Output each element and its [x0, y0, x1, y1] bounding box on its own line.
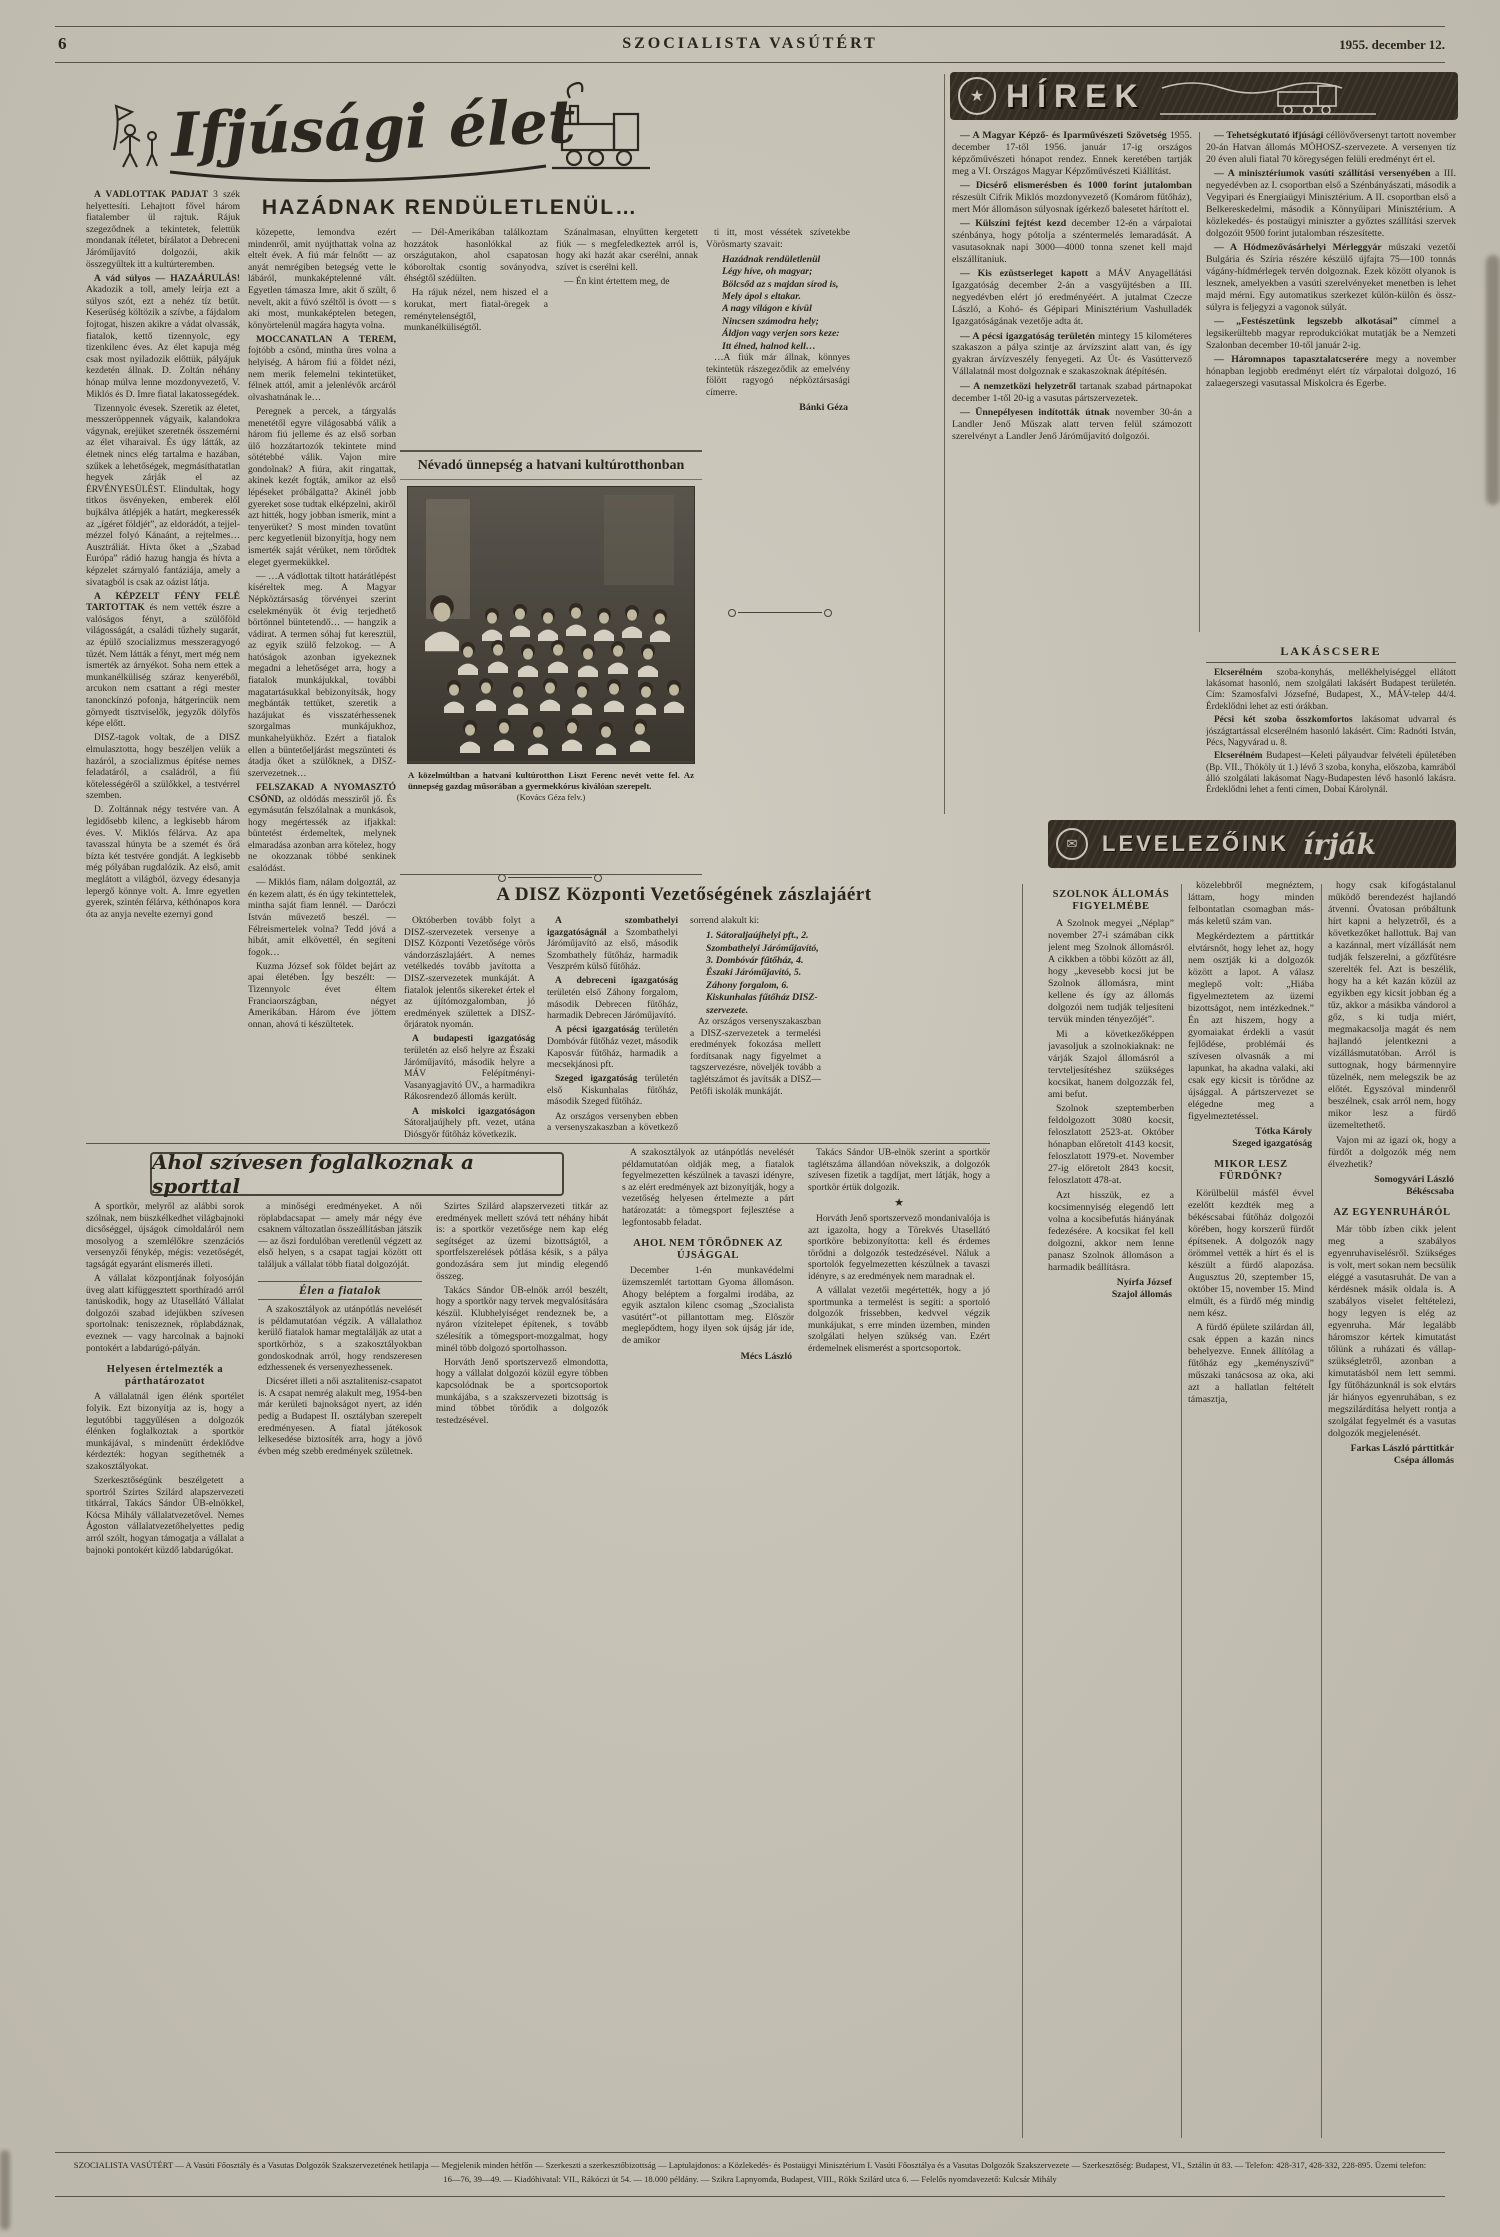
paragraph: — Külszíni fejtést kezd december 12-én a várpalotai szénbánya, hogy pótolja a széntermelés lemaradását. A vasutasoknak napi 3000—4000 tonna szenet kell majd elszállítaniuk. — [952, 218, 1192, 266]
quote-line: Légy híve, oh magyar; — [722, 266, 813, 278]
header-rule-top — [55, 26, 1445, 27]
signature-line: Somogyvári László — [1374, 1173, 1454, 1185]
paragraph: — A pécsi igazgatóság területén mintegy 15 kilométeres szakaszon a pálya szintje az árvízszint alatt van, és így gyakran árvízveszély fenyegeti. Az Út- és Vasúttervező Vállalatnál most dolgoznak e szakaszoknak átépítésén. — [952, 330, 1192, 378]
paragraph: — A Hódmezővásárhelyi Mérleggyár műszaki vezetői Bulgária és Szíria részére készülő újfajta 75—100 tonnás vágány-hídmérlegek tervén dolgoznak. Ezek között olyanok is lesznek, amelyekben a vasúti szerelvényeket menetben is lehet majd mérni. Egy automatikus szerkezet külön-külön és össz-súlyra is feljegyzi a vagonok súlyát. — [1206, 242, 1456, 313]
paragraph: A debreceni igazgatóság területén első Záhony forgalom, második Debrecen fűtőház, harmadik Debrecen Járóműjavító. — [547, 976, 678, 1022]
paragraph: A vállalat központjának folyosóján üveg alatt kifüggesztett sporthíradó arról tanúskodik, hogy az Utasellátó Vállalat dolgozói szabad idejükben szívesen sportolnak: teniszeznek, röplabdáznak, eveznek — vagy harcolnak a bajnoki pontokért a labdarúgó-pályán. — [86, 1274, 244, 1354]
paragraph: Körülbelül másfél évvel ezelőtt kezdték meg a békéscsabai fűtőház dolgozói körében, hogy korszerű fürdőt építsenek. A dolgozók nagy örömmel vették a hírt és el is készült a fürdő alapozása. Augusztus 20, szeptember 15, október 15, november 15. Mind elmúlt, és a fürdő még mindig nem kész. — [1188, 1187, 1314, 1319]
envelope-icon: ✉ — [1056, 828, 1088, 860]
quote-line: 1. Sátoraljaújhelyi pft., 2. Szombathelyi Járóműjavító, 3. Dombóvár fűtőház, 4. Északi Járóműjavító, 5. Záhony forgalom, 6. Kiskunhalas fűtőház DISZ-szervezete. — [706, 930, 819, 1016]
sub-headline: MIKOR LESZ FÜRDŐNK? — [1214, 1158, 1288, 1182]
paragraph: A szakosztályok az utánpótlás nevelését példamutatóan oldják meg, a fiatalok fegyelmezetten készülnek a tavaszi idényre, s az elért eredmények azt bizonyítják, hogy a vezetőség helyesen értelmezte a párt határozatát: a tömegsport fejlesztése a legfontosabb feladat. — [622, 1148, 794, 1228]
paragraph: — Tehetségkutató ifjúsági céllövőversenyt tartott november 20-án Hatvan állomás MÖHOSZ-szervezete. A versenyen tíz 20 éven aluli fiatal 70 köregységen felüli eredményt ért el. — [1206, 130, 1456, 165]
paragraph: — Ünnepélyesen indították útnak november 30-án a Landler Jenő Műszak alatt terven felül számozott szerelvényt a Landler Jenő Járóműjavító dolgozói. — [952, 406, 1192, 442]
paragraph: — A nemzetközi helyzetről tartanak szabad pártnapokat december 1-től 20-ig a vasutas pártszervezetek. — [952, 380, 1192, 404]
paragraph: Takács Sándor ÜB-elnök arról beszélt, hogy a sportkör nagy tervek megvalósítására készül. Klubhelyiséget rendeznek be, a nyáron vízitelepet építenek, s tovább szélesítik a tömegsport-mozgalmat, hogy minél több dolgozó sportolhasson. — [436, 1285, 608, 1354]
signature — [1048, 1277, 1172, 1301]
paragraph: Horváth Jenő sportszervező elmondotta, hogy a vállalat dolgozói közül egyre többen kapcsolódnak be a sportcsoportok munkájába, s a szakszervezeti bizottság is mind többet törődik a dolgozók testedzésével. — [436, 1357, 608, 1426]
sub-headline: SZOLNOK ÁLLOMÁS FIGYELMÉBE — [1052, 889, 1170, 912]
bold-lead: — A minisztériumok vasúti szállítási versenyében — [1214, 168, 1431, 180]
paragraph: — Kis ezüstserleget kapott a MÁV Anyagellátási Igazgatóság december 2-án a vasgyűjtésben a III. negyedévben elért jó eredményéért. A jutalmat Czecze László, a Kohó- és Gépipari Minisztérium Vashulladék Igazgatóságának vezetője adta át. — [952, 268, 1192, 328]
paragraph: Szánalmasan, elnyűtten kergetett fiúk — s megfeledkeztek arról is, hogy aki hazát akar cserélni, annak szívet is cserélni kell. — [556, 228, 698, 273]
header-rule-bottom — [55, 62, 1445, 63]
photo — [407, 486, 695, 764]
paragraph: közepette, lemondva ezért mindenről, amit nyújthattak volna az eltelt évek. A fiú már felnőtt — az anyát nemrégiben betegség vette le lábáról, munkaképtelenné vált. Egyetlen támasza Imre, akit ő szült, ő nevelt, akit a fúvó széltől is óvott — s aki most, munkaképtelen betegen, könyörtelenül magára hagyta volna. — [248, 228, 396, 331]
paragraph: — …A vádlottak tiltott határátlépést kíséreltek meg. A Magyar Népköztársaság törvényei szerint cselekményük öt évig terjedhető börtönnel büntetendő… — hangzik a vádirat. A termen sóhaj fut keresztül, az egyik szülő felzokog. — A hatóságok azonban igyekeznek megadni a lehetőséget arra, hogy a fiatalok munkájukkal, további magatartásukkal bebizonyítsák, hogy megbánták tettüket, szeretik a hazájukat és visszatérhessenek szorgalmas munkájukhoz, munkahelyükhöz. Ezért a fiatalok ellen a büntetőeljárást megszünteti és átadja őket a szülőknek, a DISZ-szervezetnek… — [248, 571, 396, 779]
quote-line: Itt élned, halnod kell… — [722, 340, 816, 352]
paragraph: — „Festészetünk legszebb alkotásai” címmel a legsikerültebb magyar reprodukciókat mutatják be a Nemzeti Szalonban december 10-től január 2-ig. — [1206, 316, 1456, 351]
sport-banner: Ahol szívesen foglalkoznak a sporttal — [150, 1152, 564, 1196]
disz-body — [404, 916, 964, 1142]
masthead-title: Ifjúsági élet — [170, 86, 577, 171]
levelezoink-subtitle: írják — [1303, 827, 1377, 861]
bold-lead: — Tehetségkutató ifjúsági — [1214, 130, 1324, 141]
signature — [706, 402, 848, 414]
bold-lead: FELSZAKAD A NYOMASZTÓ CSÖND, — [248, 782, 396, 805]
signature — [1188, 1126, 1312, 1150]
sport-col-4 — [622, 1148, 794, 2140]
paragraph: Pécsi két szoba összkomfortos lakásomat udvarral és jószágtartással elcserélném hasonló lakásért. Cím: Radnóti István, Pécs, Nagyvárad u. 8. — [1206, 715, 1456, 748]
sport-col-2 — [258, 1202, 422, 2140]
bold-lead: — „Festészetünk legszebb alkotásai” — [1214, 316, 1398, 328]
bold-lead: — A nemzetközi helyzetről — [960, 380, 1077, 392]
levelezoink-banner — [1048, 820, 1456, 868]
hirek-title: HÍREK — [1006, 77, 1146, 114]
paragraph: a minőségi eredményeket. A női röplabdacsapat — amely már négy éve csaknem változatlan összeállításban játszik — az őszi fordulóban veretlenül végzett az első helyen, s a csapat tagjai között ott találjuk a vállalat több fiatal dolgozóját. — [258, 1202, 422, 1270]
paragraph: — Miklós fiam, nálam dolgoztál, az én kezem alatt, és én úgy tekintettelek, mintha saját fiam lennél. — Daróczi István művezető beszél. — Félreismertelek volna? Tedd jóvá a hibát, amit elkövettél, én segíteni fogok… — [248, 878, 396, 958]
signature-line: Mécs László — [740, 1350, 792, 1362]
hirek-col-1 — [952, 130, 1192, 818]
page-number: 6 — [58, 34, 67, 53]
paragraph: A vád súlyos — HAZAÁRULÁS! Akadozik a toll, amely leírja ezt a súlyos szót, ezt a nehéz tíz betűt. Keserűség költözik a szívbe, a fájdalom fojtogat, hiszen akikre a vádat olvassák, fiatalok, kettő tizennyolc, egy tizenkilenc éves. Az élet kapuja még csak most nyiladozik előttük, pályájuk kezdetén állnak. D. Zoltán néhány hónap múlva lenne mozdonyvezető, V. Miklós és D. Imre fiatal lakatossegédek. — [86, 273, 240, 400]
paragraph: A budapesti igazgatóság területén az első helyre az Északi Járóműjavító, második helyre a MÁV Felépítményi-Vasanyagjavító ÜV., a harmadikra Rákosrendező állomás került. — [404, 1034, 535, 1103]
bold-lead: A VÁDLOTTAK PADJÁT — [94, 190, 208, 200]
letters-col-2 — [1188, 880, 1314, 2138]
paragraph: — Dél-Amerikában találkoztam hozzátok hasonlókkal az országutakon, ahol csapatosan kóboroltak csontig soványodva, éhségtől szédülten. — [404, 228, 548, 285]
paragraph: Tizennyolc évesek. Szeretik az életet, messzeröppennek vágyaik, kalandokra vágynak, erejüket szeretnék összemérni az élet viharaival. És úgy látták, az életnek nincs elég tartalma e hazában, szűkek a lehetőségek, megmásíthatatlan hegyek zárják el az ÉRVÉNYESÜLÉST. Elindultak, hogy titkos ösvényeken, emberek elől bujkálva átlépjék a határt, megkeressék az „ígéret földjét”, az eldorádót, a tejjel-mézzel folyó Kánaánt, a rejtelmes… Ausztráliát. Hívta őket a „Szabad Európa” rádió hazug hangja és hívta a képzelet szárnyaló fantáziája, amely a sivatagból is csak az oázist látja. — [86, 403, 240, 588]
paragraph: A pécsi igazgatóság területén Dombóvár fűtőház vezet, második Kaposvár fűtőház, harmadik a mecsekjánosi pft. — [547, 1025, 678, 1071]
signature-line: Tótka Károly — [1255, 1125, 1312, 1137]
sport-col-3 — [436, 1202, 608, 2140]
paragraph: A fürdő épülete szilárdan áll, csak éppen a kazán nincs behelyezve. Ennek állítólag a fűtőház egy „keményszívű” műszaki tanácsosa az oka, aki azt a hallatlan feltételt támasztja, — [1188, 1322, 1314, 1405]
bold-lead: — Háromnapos tapasztalatcserére — [1214, 354, 1369, 366]
paragraph: Azt hisszük, ez a kocsimennyiség elegendő lett volna a kocsibefutás hiányának fedezésére. A kocsikat fel kell dolgozni, akkor nem lenne panasz Szolnok állomáson a harmadik beállításra. — [1048, 1189, 1174, 1273]
feature-col-5 — [706, 228, 850, 608]
bold-lead: A miskolci igazgatóságon — [412, 1106, 535, 1117]
paragraph: DISZ-tagok voltak, de a DISZ elmulasztotta, hogy beszéljen velük a hazáról, a szocializmus építése nemes feladatáról, a családról, a fiú kötelességéről a szülőkkel, a testvérrel szemben. — [86, 733, 240, 802]
paragraph: — Háromnapos tapasztalatcserére megy a november hónapban legjobb eredményt elért tíz várpalotai dolgozó, 16 zalaegerszegi vasutassal Miskolcra és Egerbe. — [1206, 354, 1456, 390]
scan-smudge — [0, 2150, 10, 2230]
bold-lead: — Dicsérő elismerésben és 1000 forint jutalomban — [960, 180, 1192, 192]
paragraph: Elcserélném szoba-konyhás, mellékhelyiséggel ellátott lakásomat hasonló, nem szolgálati lakásért Budapest területén. Cím: Szamosfalvi Józsefné, Budapest, X., MÁV-telep 44/4. Érdeklődni lehet az esti órákban. — [1206, 668, 1456, 712]
paragraph: Mi a következőképpen javasoljuk a szolnokiaknak: ne várják Szajol állomásról a tervteljesítéshez szükséges kocsikat, hanem dolgozzák fel, ami befut. — [1048, 1028, 1174, 1100]
signature-line: Csépa állomás — [1393, 1454, 1454, 1466]
paragraph: Kuzma József sok földet bejárt az apai életében. Így beszélt: — Tizennyolc évet éltem Franciaországban, négyet Amerikában. Három éve jöttem onnan, ahová ti készültetek. — [248, 961, 396, 1030]
paragraph: A Szolnok megyei „Néplap” november 27-i számában cikk jelent meg Szolnok állomásról. A cikkben a többi között az áll, hogy „kevesebb kocsi jut be Szolnok állomásra, mint kellene és így az állomás dolgozói nem tudják teljesíteni tervük minden tényezőjét”. — [1048, 918, 1174, 1025]
sport-section-rule — [86, 1143, 990, 1144]
photo-caption: A közelmúltban a hatvani kultúrotthon Liszt Ferenc nevét vette fel. Az ünnepség gazdag műsorában a gyermekkórus kiválóan szerepelt. — [408, 770, 694, 791]
quote-line: Áldjon vagy verjen sors keze: — [722, 328, 840, 340]
masthead-art — [100, 72, 652, 192]
paragraph: Októberben tovább folyt a DISZ-szervezetek versenye a DISZ Központi Vezetősége vörös vándorzászlajáért. A nemes vetélkedés tovább javította a DISZ-szervezetek munkáját. A fiatalok jelentős sikereket értek el az újítómozgalomban, jó eredmények születtek a DISZ-őrjáratok nyomán. — [404, 916, 535, 1031]
lakascsere-items — [1206, 668, 1456, 816]
section-divider — [508, 877, 592, 878]
paragraph: Megkérdeztem a párttitkár elvtársnőt, hogy lehet az, hogy nem osztják ki a dolgozók között a lapot. A válasz meglepő volt: „Hiába figyelmeztetem az üzemi bizottságot, nem intézkednek.” Én azt hiszem, hogy a gyomaiakat érdekli a vasút fejlődése, problémái és szívesen olvasnák a mi lapunkat, ha akadna valaki, aki csak egy kicsit is törődne az újsággal. A pártszervezet se elégedne meg a figyelmeztetéssel. — [1188, 930, 1314, 1122]
signature-line: Szajol állomás — [1111, 1288, 1172, 1300]
paragraph: Horváth Jenő sportszervező mondanivalója is azt igazolta, hogy a Törekvés Utasellátó sportköre bebizonyította: kell és érdemes törődni a dolgozók testedzésével. Náluk a sportolók fegyelmezetten készülnek a tavaszi idényre, s az eredmények nem maradnak el. — [808, 1213, 990, 1282]
issue-date: 1955. december 12. — [1339, 37, 1445, 52]
footer-rule-bottom — [55, 2196, 1445, 2197]
hirek-train-doodle — [1158, 74, 1378, 118]
footer-line-2: 16—76, 39—49. — Kiadóhivatal: VII., Rákóczi út 54. — 18.000 példány. — Szikra Lapnyomda, Budapest, VIII., Rökk Szilárd utca 6. — Felelős nyomdavezető: Kulcsár Mihály — [443, 2174, 1057, 2184]
letters-col-3 — [1328, 880, 1456, 2138]
paragraph: A sportkör, melyről az alábbi sorok szólnak, nem büszkélkedhet világbajnoki dicsőséggel, újságok címoldaláról nem mosolyog a szemlélőkre szenzációs versenyzői fénykép, mégis: vezetőségét, tagságát egyaránt elismerés illeti. — [86, 1202, 244, 1270]
bold-lead: — A Hódmezővásárhelyi Mérleggyár — [1214, 242, 1382, 254]
paragraph: Szolnok szeptemberben feldolgozott 3080 kocsit, feloszlatott 2523-at. Október hónapban előretolt 4143 kocsit, feloszlatott 1979-et. November 27-ig előretolt 2843 kocsit, feloszlatott 478-at. — [1048, 1103, 1174, 1186]
feature-col-4 — [556, 228, 698, 440]
bold-lead: A pécsi igazgatóság — [555, 1025, 640, 1036]
feature-headline: HAZÁDNAK RENDÜLETLENÜL… — [261, 196, 639, 219]
sport-col-1 — [86, 1202, 244, 2140]
quote-line: Hazádnak rendületlenül — [722, 253, 821, 265]
paragraph: A KÉPZELT FÉNY FELÉ TARTOTTAK és nem vették észre a valóságos fényt, a szülőföld világosságát, a családi tűzhely sugarát, az épülő szocializmus messzeragyogó tüzét. Nem látták a fényt, mert még nem ismerték az árnyékot. Soha nem ettek a munkanélküliség száraz kenyeréből, arcukon nem csattant a régi mester tanonckínzó pofonja, hátgerincük nem görnyedt tisztviselők, jegyzők dölyfös képe előtt. — [86, 591, 240, 730]
bold-lead: — Külszíni fejtést kezd — [960, 218, 1067, 230]
paragraph: hogy csak kifogástalanul működő berendezést hajlandó átvenni. Óvatosan próbáltunk hírt kapni a helyzetről, és a következőket hallottuk. Baj van a kazánnal, mert vízállását nem tudják felszerelni, a gőzfűtésre szerelték fel. Azt is beszélik, hogy ha a két kazán közül az egyikben egy kicsit jobban ég a tűz, akkor a másikba vándorol a gőz, s ki tudja miért, megmakacsolja magát és nem hajlandó jelentkezni a vízállásmutatóban. Arról is suttognak, hogy bármennyire tüzelnék, nem melegszik be az előtét. Egyszóval mindenről beszélnek, csak arról nem, hogy mikor lesz a fürdő üzemeltethető. — [1328, 880, 1456, 1131]
paragraph: közelebbről megnéztem, láttam, hogy minden felbontatlan csomagban más-más keletű szám van. — [1188, 880, 1314, 927]
lakascsere-title: LAKÁSCSERE — [1206, 644, 1456, 663]
bold-lead: — Kis ezüstserleget kapott — [960, 268, 1089, 280]
paragraph: FELSZAKAD A NYOMASZTÓ CSÖND, az oldódás messziről jő. És egymásután felszólalnak a munkások, hogy megértessék az ifjakkal: büntetést érdemeltek, melynek elmaradása azonban arra kötelez, hogy ne okozzanak többé senkinek csalódást. — [248, 782, 396, 875]
paragraph: Az országos versenyszakaszban a DISZ-szervezetek a termelési eredmények fokozása mellett fordítsanak nagy figyelmet a tagszervezésre, növeljék tovább a taglétszámot és javítsák a DISZ—Petőfi iskolák munkáját. — [690, 1016, 821, 1097]
column-rule — [1022, 884, 1023, 2138]
masthead — [100, 72, 652, 192]
signature — [1328, 1443, 1454, 1467]
paragraph: Már több ízben cikk jelent meg a szabályos egyenruhaviselésről. Szükséges is volt, mert sokan nem becsülik eléggé a vasutasruhát. De van a kérdésnek másik oldala is. A szabályos viselet feltételezi, hogy legyen is elég az egyenruha. Már legalább háromszor kértek kimutatást tőlünk a ruházati és vállap-szükségletről, azonban a kimutatásból nem lett semmi. Így fűtőházunknál is sok elvtárs jár hiányos egyenruhában, s ez megszilárdítása helyett rontja a szolgálat fegyelmét és a vasutas dolgozók megjelenését. — [1328, 1223, 1456, 1439]
letters-col-1 — [1048, 880, 1174, 2138]
paragraph: Elcserélném Budapest—Keleti pályaudvar felvételi épületében (Bp. VII., Thököly út 1.) lévő 3 szoba, konyha, előszoba, kamrából álló szolgálati lakásomat Nagy-Budapesten lévő hasonló lakásra. Érdeklődni lehet a fenti címen, Dobai Károlynál. — [1206, 751, 1456, 796]
column-rule — [1181, 884, 1182, 2138]
footer-rule-top — [55, 2152, 1445, 2153]
bold-lead: Elcserélném — [1214, 751, 1263, 762]
bold-lead: Elcserélném — [1214, 668, 1263, 678]
signature — [1328, 1174, 1454, 1198]
sub-headline: AHOL NEM TÖRŐDNEK AZ ÚJSÁGGAL — [633, 1238, 783, 1261]
quote-line: Mely ápol s eltakar. — [722, 290, 801, 302]
section-divider — [738, 612, 822, 613]
wheel-emblem-icon: ★ — [958, 77, 996, 115]
paragraph: ti itt, most véssétek szívetekbe Vörösmarty szavait: — [706, 228, 850, 250]
hirek-banner — [950, 72, 1458, 120]
bold-lead: A debreceni igazgatóság — [555, 976, 678, 987]
column-rule — [1321, 884, 1322, 2138]
paragraph: …A fiúk már állnak, könnyes tekintetük rászegeződik az emelvény fölött ragyogó népköztársasági címerre. — [706, 352, 850, 398]
paragraph: A vállalat vezetői megértették, hogy a jó sportmunka a termelést is segíti: a sportoló dolgozók frissebben, kedvvel végzik munkájukat, s erre minden üzemben, minden szolgálati helyen szükség van. Ezért érdemelnek elismerést a sportcsoportok. — [808, 1286, 990, 1354]
paragraph: Vajon mi az igazi ok, hogy a fürdőt a dolgozók még nem élvezhetik? — [1328, 1134, 1456, 1170]
paragraph: A szakosztályok az utánpótlás nevelését is példamutatóan végzik. A vállalathoz kerülő fiatalok hamar megtalálják az utat a sportkörhöz, s a szakosztályokban gondoskodnak arról, hogy rendszeresen edzhessenek és versenyezhessenek. — [258, 1305, 422, 1374]
paragraph: D. Zoltánnak négy testvére van. A legidősebb kilenc, a legkisebb három éves. V. Miklós félárva. Az apa tavasszal húnyta be a szemét és őrá bízta két testvére gondját. A legkisebb még pólyában rugdalózik. Az első, amit meglátott a világból, özvegy édesanyja lepergő könnye volt. A. Imre egyetlen gyerek, szintén félárva, kéthónapos kora óta az anyja nevelte ezernyi gond — [86, 805, 240, 920]
paragraph: Az országos versenyben ebben a versenyszakaszban a következő sorrend alakult ki: — [547, 916, 760, 1134]
paragraph: — Dicsérő elismerésben és 1000 forint jutalomban részesült Cifrik Miklós mozdonyvezető (Komárom fűtőház), mert Mór állomáson súlyosnak ígérkező balesetet hárított el. — [952, 180, 1192, 215]
choir-photo-illustration — [408, 487, 694, 761]
paragraph: A vállalatnál igen élénk sportélet folyik. Ezt bizonyítja az is, hogy a legutóbbi taggyűlésen a dolgozók élénken foglalkoztak a sportkör munkájával, s mindenütt érdeklődve kérdezték: hogyan segíthetnék a szakosztályokat. — [86, 1392, 244, 1472]
sub-headline: Helyesen értelmezték a párthatározatot — [106, 1364, 224, 1387]
bold-lead: A budapesti igazgatóság — [412, 1034, 535, 1045]
feature-col-2 — [248, 228, 396, 1136]
column-rule — [944, 74, 945, 814]
lakascsere-section — [1206, 644, 1456, 818]
paragraph: Ha rájuk nézel, nem hiszed el a korukat, mert fiatal-öregek a reménytelenségtől, munkanélküliségtől. — [404, 288, 548, 334]
star-divider: ★ — [894, 1197, 904, 1210]
paragraph: Szirtes Szilárd alapszervezeti titkár az eredmények mellett szóvá tett néhány hibát is: a sportkör vezetősége nem kap elég segítséget az üzemi bizottságtól, a sportfelszerelések pótlása késik, s a pálya gondozására sem jut mindig elegendő összeg. — [436, 1202, 608, 1282]
signature-line: Szeged igazgatóság — [1232, 1137, 1312, 1149]
paragraph: A VÁDLOTTAK PADJÁT 3 szék helyettesíti. Lehajtott fővel három fiatalember ül rajtuk. Rájuk szegeződnek a tekintetek, felettük mondanak ítéletet, bírálatot a Debreceni Járóműjavító dolgozói, akik összegyűltek itt a kultúrteremben. — [86, 190, 240, 270]
paragraph: A szombathelyi igazgatóságnál a Szombathelyi Járóműjavító az első, második Szombathely fűtőház, harmadik Veszprém külső fűtőház. — [547, 916, 678, 973]
photo-title: Névadó ünnepség a hatvani kultúrotthonban — [400, 452, 702, 480]
bold-lead: A szombathelyi igazgatóságnál — [547, 916, 678, 938]
paragraph: Peregnek a percek, a tárgyalás menetétől egyre világosabbá válik a három fiú jelleme és az első sorban ülő hozzátartozók tekintete mind sötétebbé válik. Vajon mire gondolnak? A fiúra, akit ringattak, akinek kezét fogták, amikor az első lépéseket próbálgatta? Akinél jobb gyereket sose tudtak elképzelni, akiről azt hitték, hogy jobban ismerik, mint a tenyerüket? S most minden tovatűnt perc kegyetlenül bizonyítja, hogy nem ismerték saját vérüket, nem törődtek eleget gyermekükkel. — [248, 406, 396, 568]
levelezoink-title: LEVELEZŐINK — [1102, 831, 1290, 856]
sub-headline: AZ EGYENRUHÁRÓL — [1333, 1206, 1451, 1218]
disz-headline: A DISZ Központi Vezetőségének zászlajáért — [496, 884, 872, 905]
masthead-figures-doodle — [114, 106, 157, 167]
paragraph: — Én kint értettem meg, de — [564, 276, 670, 287]
bold-lead: — A Magyar Képző- és Iparművészeti Szövetség — [960, 130, 1167, 141]
paragraph: December 1-én munkavédelmi üzemszemlét tartottam Gyoma állomáson. Ahogy beléptem a forgalmi irodába, az egyik asztalon kilenc csomag „Szocialista vasútért”-ot pillantottam meg. Először meglepődtem, hogy ilyen sok újság jár ide, de amikor — [622, 1266, 794, 1346]
photo-credit: (Kovács Géza felv.) — [516, 792, 586, 803]
quote-line: Nincsen számodra hely; — [722, 315, 819, 327]
hirek-col-2 — [1206, 130, 1456, 636]
paragraph: Szerkesztőségünk beszélgetett a sportról Szirtes Szilárd alapszervezeti titkárral, Takács Sándor ÜB-elnökkel, Kócsa Mihály vállalatvezetővel. Nemes Ágoston vállalatvezetőhelyettes pedig arról szólt, hogyan támogatja a vállalat a bajnoki pontokért küzdő labdarúgókat. — [86, 1476, 244, 1556]
column-rule — [1199, 132, 1200, 632]
paragraph: — A Magyar Képző- és Iparművészeti Szövetség 1955. december 17-től 1956. január 17-ig országos képzőművészeti hónapot rendez. Ennek keretében tartják meg a VI. Országos Magyar Képzőművészeti Kiállítást. — [952, 130, 1192, 177]
bold-lead: — Ünnepélyesen indították útnak — [960, 406, 1110, 418]
feature-col-1 — [86, 190, 240, 1136]
signature — [622, 1351, 792, 1363]
bold-lead: A KÉPZELT FÉNY FELÉ TARTOTTAK — [86, 591, 240, 614]
quote-line: A nagy világon e kívül — [722, 303, 812, 315]
sub-headline: Élen a fiatalok — [258, 1281, 422, 1301]
bold-lead: Szeged igazgatóság — [555, 1074, 638, 1085]
photo-box — [400, 450, 702, 875]
paragraph: Szeged igazgatóság területén első Kiskunhalas fűtőház, második Szeged fűtőház. — [547, 1074, 679, 1108]
signature-line: Nyírfa József — [1116, 1276, 1172, 1288]
quote-line: Bölcsőd az s majdan sírod is, — [722, 278, 839, 290]
footer-line-1: SZOCIALISTA VASÚTÉRT — A Vasúti Főosztály és a Vasutas Dolgozók Szakszervezetének hetilapja — Megjelenik minden hétfőn — Szerkeszti a szerkesztőbizottság — Laptulajdonos: a Közlekedés- és Postaügyi Minisztérium I. Vasúti Főosztálya és a Vasutas Dolgozók Szakszervezete — Szerkesztőség: Budapest, VI., Sztálin út 83. — Telefon: 428-317, 428-332, 228-895. Üzemi telefon: — [73, 2160, 1427, 2170]
paragraph: Dicséret illeti a női asztalitenisz-csapatot is. A csapat nemrég alakult meg, 1954-ben már kerületi bajnokságot nyert, az idén pedig a Budapest II. osztályban szerepelt eredményesen. A fiatal játékosok lelkesedése biztosíték arra, hogy a jövő évben még szebb eredmények születnek. — [258, 1377, 422, 1457]
paragraph: A miskolci igazgatóságon Sátoraljaújhely pft. vezet, utána Diósgyőr fűtőház következik. — [404, 1106, 535, 1140]
paragraph: MOCCANATLAN A TEREM, fojtóbb a csönd, mintha üres volna a helyiség. A három fiú a földet nézi, nem merik felemelni tekintetüket, félnek attól, amit a jelenlévők arcáról olvashatnának le… — [248, 334, 396, 403]
newspaper-title: SZOCIALISTA VASÚTÉRT — [622, 35, 878, 52]
bold-lead: — A pécsi igazgatóság területén — [960, 330, 1095, 342]
sport-col-5 — [808, 1148, 990, 2140]
signature-line: Farkas László párttitkár — [1350, 1442, 1454, 1454]
signature-line: Békéscsaba — [1406, 1185, 1454, 1197]
paragraph: Takács Sándor ÜB-elnök szerint a sportkör taglétszáma állandóan növekszik, a dolgozók szívesen fizetik a tagdíjat, mert látják, hogy a sportkör értük dolgozik. — [808, 1148, 990, 1193]
feature-col-3 — [404, 228, 548, 440]
paragraph: — A minisztériumok vasúti szállítási versenyében a III. negyedévben az I. csoportban első a Szénbányászati, második a Vegyipari és Energiaügyi Minisztérium. A II. csoportban első a Belkereskedelmi, második a Könnyűipari Minisztérium. A közlekedés- és postaügyi miniszter a győztes szállítási szervek dolgozóit 9500 forint jutalomban részesítette. — [1206, 168, 1456, 239]
bold-lead: Pécsi két szoba összkomfortos — [1214, 715, 1353, 726]
scan-smudge — [1486, 255, 1500, 505]
bold-lead: MOCCANATLAN A TEREM, — [256, 334, 396, 345]
bold-lead: A vád súlyos — HAZAÁRULÁS! — [94, 273, 240, 284]
signature-line: Bánki Géza — [799, 402, 848, 414]
